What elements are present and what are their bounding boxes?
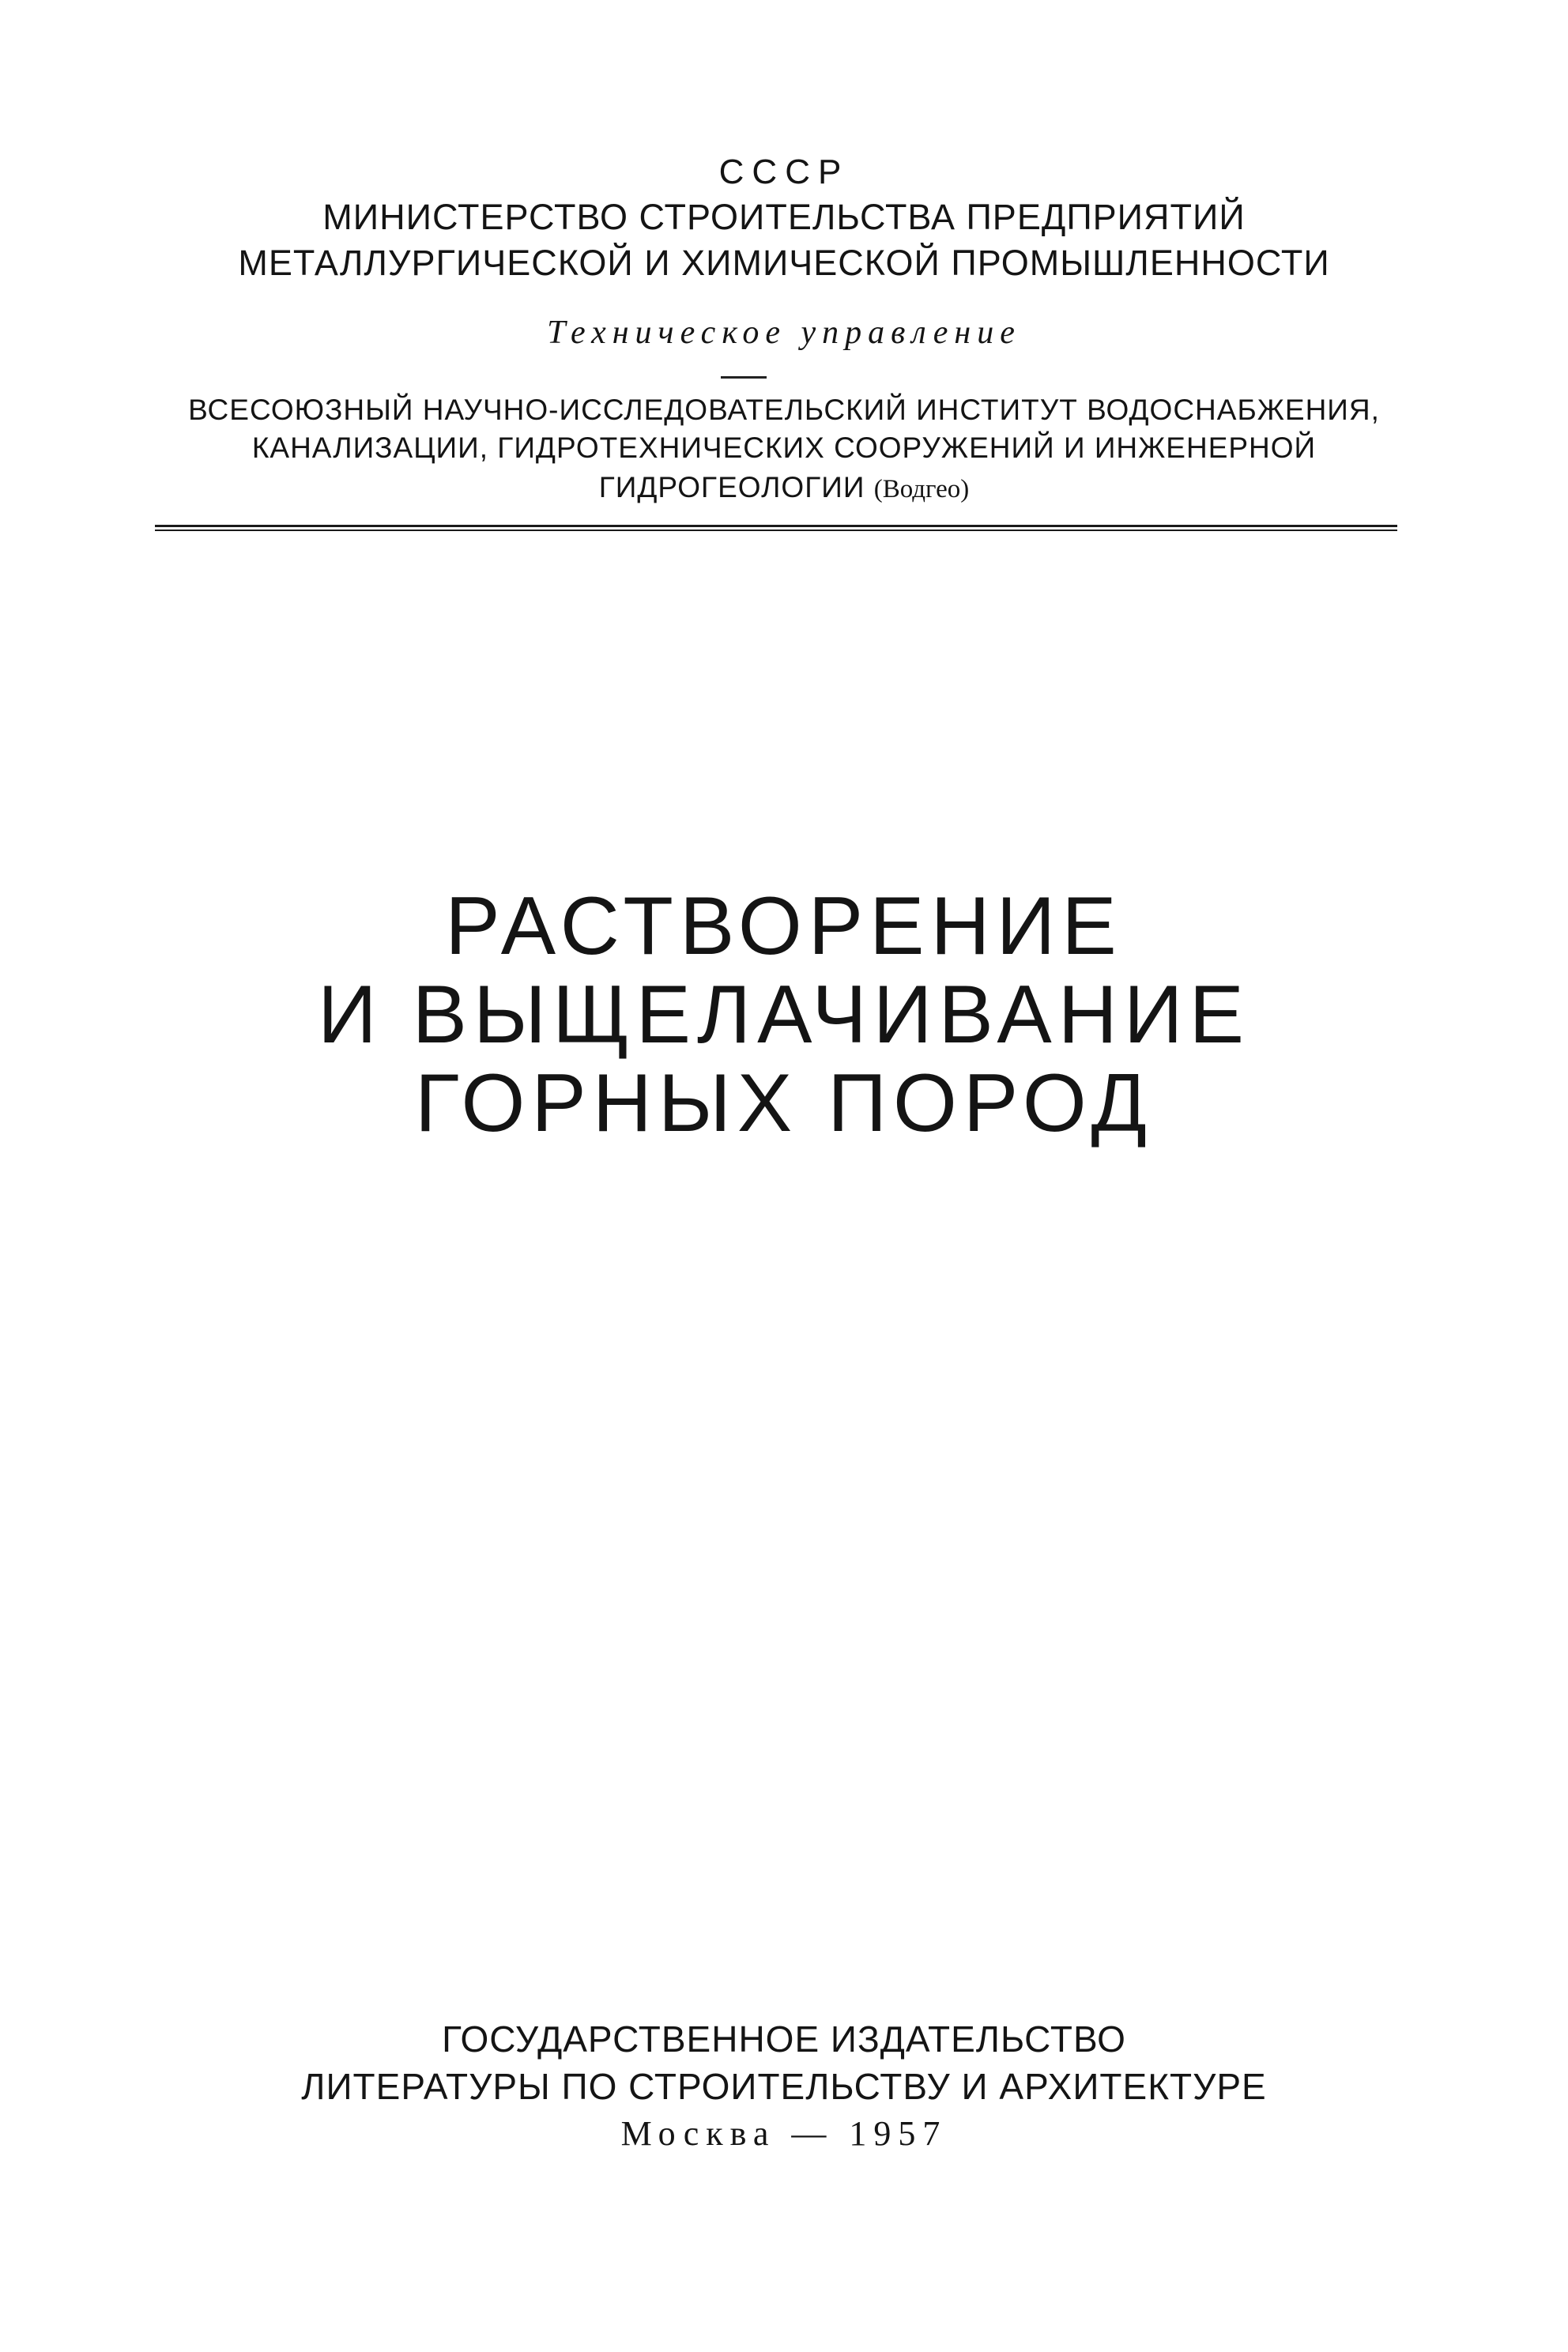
institute-abbreviation: (Водгео)	[873, 475, 970, 503]
institute-name-line-1: ВСЕСОЮЗНЫЙ НАУЧНО-ИССЛЕДОВАТЕЛЬСКИЙ ИНСТИТУТ ВОДОСНАБЖЕНИЯ,	[188, 394, 1380, 426]
institute-name-line-2: КАНАЛИЗАЦИИ, ГИДРОТЕХНИЧЕСКИХ СООРУЖЕНИЙ И ИНЖЕНЕРНОЙ	[251, 432, 1317, 464]
institute-name-tail: ГИДРОГЕОЛОГИИ	[598, 471, 865, 503]
publisher-line-1: ГОСУДАРСТВЕННОЕ ИЗДАТЕЛЬСТВО	[442, 2018, 1126, 2060]
ministry-name-line-1: МИНИСТЕРСТВО СТРОИТЕЛЬСТВА ПРЕДПРИЯТИЙ	[322, 197, 1246, 237]
institute-name-line-3	[0, 473, 1568, 503]
header-double-rule	[155, 525, 1397, 531]
ministry-name-line-2: МЕТАЛЛУРГИЧЕСКОЙ И ХИМИЧЕСКОЙ ПРОМЫШЛЕННОСТИ	[238, 243, 1330, 283]
country-heading: СССР	[718, 153, 850, 191]
publication-city-year: Москва — 1957	[620, 2114, 948, 2153]
short-divider	[721, 376, 767, 379]
book-title-line-1: РАСТВОРЕНИЕ	[445, 880, 1123, 972]
department-name: Техническое управление	[547, 315, 1021, 351]
publisher-line-2: ЛИТЕРАТУРЫ ПО СТРОИТЕЛЬСТВУ И АРХИТЕКТУРЕ	[301, 2066, 1267, 2107]
book-title-line-3: ГОРНЫХ ПОРОД	[415, 1057, 1153, 1149]
book-title-line-2: И ВЫЩЕЛАЧИВАНИЕ	[317, 969, 1250, 1061]
